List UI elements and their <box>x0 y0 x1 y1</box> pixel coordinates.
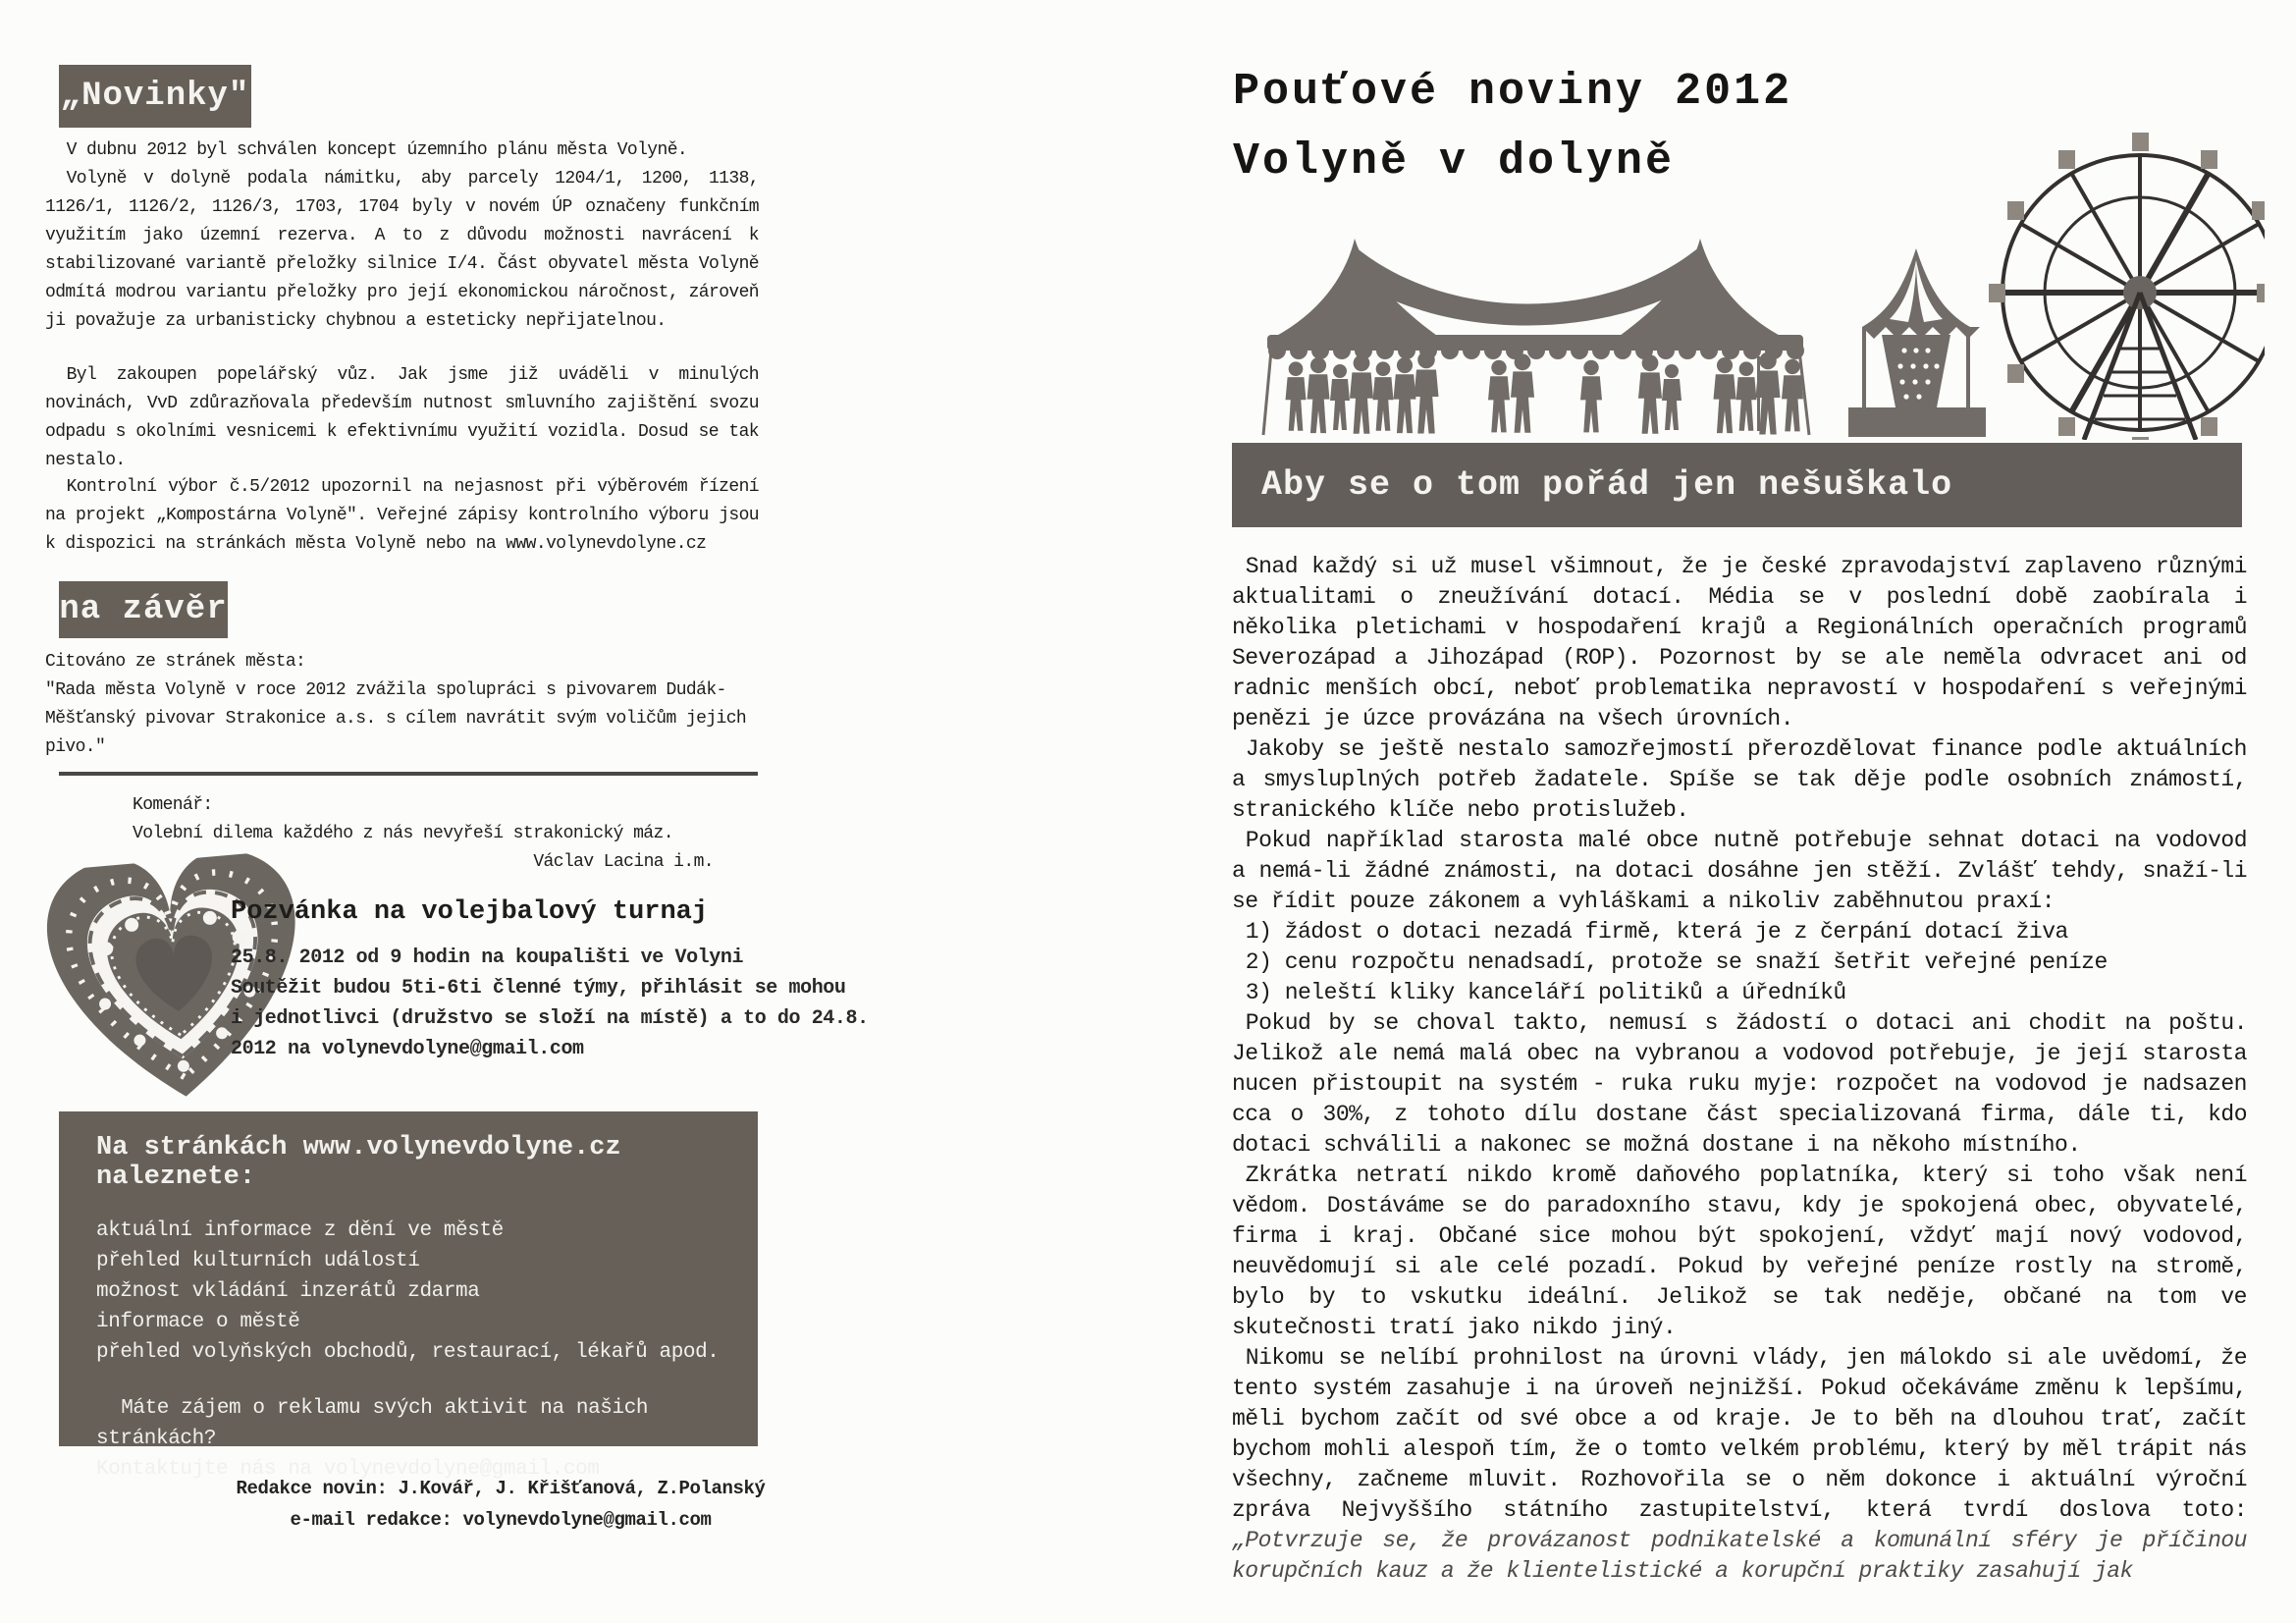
paragraph: Pokud by se choval takto, nemusí s žádostí o dotaci ani chodit na poštu. Jelikož ale nemá malá obec na vybranou a vodovod potřebuje, je její starosta nucen přistoupit na systém - ruka ruku myje: rozpočet na vodovod je nadsazen cca o 30%, z tohoto dílu dostane část specializovaná firma, dále ti, kdo dotaci schválili a nakonec se možná dostane i na někoho místního. <box>1232 1010 2247 1158</box>
promo-cta-line: Kontaktujte nás na volynevdolyne@gmail.com <box>96 1458 600 1481</box>
news-article-block-2 <box>45 361 759 475</box>
promo-cta-line: Máte zájem o reklamu svých aktivit na našich stránkách? <box>96 1397 649 1450</box>
invitation-title: Pozvánka na volejbalový turnaj <box>231 897 709 927</box>
website-promo-title: Na stránkách www.volynevdolyne.cz naleznete: <box>96 1133 621 1192</box>
paragraph: V dubnu 2012 byl schválen koncept územního plánu města Volyně. <box>66 140 688 160</box>
invitation-line: 25.8. 2012 od 9 hodin na koupališti ve Volyni <box>231 947 744 969</box>
ferris-wheel <box>1989 133 2265 440</box>
invitation-line: Soutěžit budou 5ti-6ti členné týmy, přihlásit se mohou <box>231 977 846 1000</box>
headline-banner-text: Aby se o tom pořád jen nešuškalo <box>1261 465 1953 505</box>
list-item: možnost vkládání inzerátů zdarma <box>96 1280 480 1303</box>
crowd-silhouettes <box>1286 352 1804 435</box>
numbered-item: 1) žádost o dotaci nezadá firmě, která je z čerpání dotací živa <box>1245 919 2068 945</box>
volleyball-invitation <box>231 897 869 1064</box>
paragraph: Pokud například starosta malé obce nutně potřebuje sehnat dotaci na vodovod a nemá-li žádné známosti, na dotaci dosáhne jen stěží. Zvlášť tehdy, snaží-li se řídit pouze zákonem a vyhláškami a nikoliv zaběhnutou praxí: <box>1232 828 2247 914</box>
city-quote-block <box>45 648 759 762</box>
section-badge-novinky <box>59 65 251 128</box>
website-feature-list <box>96 1216 721 1368</box>
editorial-footer-line: Redakce novin: J.Kovář, J. Křišťanová, Z.Polanský <box>236 1478 766 1499</box>
paragraph: Snad každý si už musel všimnout, že je české zpravodajství zaplaveno různými aktualitami o zneužívání dotací. Média se v poslední době zaobírala i několika pletichami v hospodaření krajů a Regionálních operačních programů Severozápad a Jihozápad (ROP). Pozornost by se ale neměla odvracet ani od radnic menších obcí, neboť problematika nepravostí v hospodaření s veřejnými penězi je úzce provázána na všech úrovních. <box>1232 554 2247 731</box>
city-quote-intro: Citováno ze stránek města: <box>45 652 306 672</box>
paragraph: Zkrátka netratí nikdo kromě daňového poplatníka, který si toho však není vědom. Dostáváme se do paradoxního stavu, kdy je spokojená obec, obyvatelé, firma i kraj. Občané sice mohou být spokojení, vždyť mají nový vodovod, neuvědomují si ale celé pozadí. Pokud by veřejné peníze rostly na stromě, bylo by to vskutku ideální. Jelikož se tak neděje, občané na tom ve skutečnosti tratí jako nikdo jiný. <box>1232 1163 2247 1340</box>
paragraph-text: Nikomu se nelíbí prohnilost na úrovni vlády, jen málokdo si ale uvědomí, že tento systém zasahuje i na úroveň nejnižší. Pokud očekáváme změnu k lepšímu, měli bychom začít od své obce a od kraje. Je to běh na dlouhou trať, začít bychom mohli alespoň tím, že o tomto velkém problému, který by měl trápit nás všechny, začneme mluvit. Rozhovořila se o něm dokonce i aktuální výroční zpráva Nejvyššího státního zastupitelství, která tvrdí doslova toto: <box>1232 1345 2247 1523</box>
small-tent <box>1848 248 1986 437</box>
news-article-block-3 <box>45 473 759 559</box>
official-report-quote: „Potvrzuje se, že provázanost podnikatelské a komunální sféry je příčinou korupčních kauz a že klientelistické a korupční praktiky zasahují jak <box>1232 1528 2247 1584</box>
numbered-item: 3) neleští kliky kanceláří politiků a úředníků <box>1245 980 1846 1005</box>
main-article <box>1232 552 2247 1587</box>
newsletter-title-line2: Volyně v dolyně <box>1233 136 1676 187</box>
list-item: přehled kulturních událostí <box>96 1250 420 1272</box>
section-badge-zaver-label: na závěr <box>59 591 228 628</box>
paragraph-with-quote <box>1232 1343 2247 1587</box>
invitation-line: 2012 na volynevdolyne@gmail.com <box>231 1038 584 1060</box>
paragraph: Volyně v dolyně podala námitku, aby parcely 1204/1, 1200, 1138, 1126/1, 1126/2, 1126/3, 1703, 1704 byly v novém ÚP označeny funkčním využitím jako územní rezerva. A to z důvodu možnosti navrácení k stabilizované variantě přeložky silnice I/4. Část obyvatel města Volyně odmítá modrou variantu přeložky pro její ekonomickou náročnost, zároveň ji považuje za urbanisticky chybnou a esteticky nepřijatelnou. <box>45 169 759 331</box>
commentary-label: Komenář: <box>133 795 213 815</box>
list-item: přehled volyňských obchodů, restaurací, lékařů apod. <box>96 1341 720 1364</box>
news-article-block-1 <box>45 136 759 336</box>
list-item: informace o městě <box>96 1311 300 1333</box>
newsletter-title-line1: Pouťové noviny 2012 <box>1233 67 1793 117</box>
section-badge-novinky-label: „Novinky" <box>60 78 250 115</box>
horizontal-rule <box>59 772 758 776</box>
list-item: aktuální informace z dění ve městě <box>96 1219 504 1242</box>
editorial-footer <box>226 1473 775 1536</box>
city-quote-text: "Rada města Volyně v roce 2012 zvážila spolupráci s pivovarem Dudák-Měšťanský pivovar Strakonice a.s. s cílem navrátit svým voličům jejich pivo." <box>45 680 747 757</box>
headline-banner <box>1232 443 2242 527</box>
section-badge-zaver <box>59 581 228 638</box>
website-promo-box <box>59 1111 758 1481</box>
commentary-text: Volební dilema každého z nás nevyřeší strakonický máz. <box>133 824 673 843</box>
fair-illustration <box>1261 111 2265 440</box>
commentary-signature: Václav Lacina i.m. <box>533 852 714 872</box>
invitation-line: i jednotlivci (družstvo se složí na místě) a to do 24.8. <box>231 1007 869 1030</box>
numbered-item: 2) cenu rozpočtu nenadsadí, protože se snaží šetřit veřejné peníze <box>1245 949 2108 975</box>
paragraph: Jakoby se ještě nestalo samozřejmostí přerozdělovat finance podle aktuálních a smysluplných potřeb žadatele. Spíše se tak děje podle osobních známostí, stranického klíče nebo protislužeb. <box>1232 736 2247 823</box>
paragraph: Byl zakoupen popelářský vůz. Jak jsme již uváděli v minulých novinách, VvD zdůrazňovala především nutnost smluvního zajištění svozu odpadu s okolními vesnicemi k efektivnímu využití vozidla. Dosud se tak nestalo. <box>45 365 759 470</box>
paragraph: Kontrolní výbor č.5/2012 upozornil na nejasnost při výběrovém řízení na projekt „Kompostárna Volyně". Veřejné zápisy kontrolního výboru jsou k dispozici na stránkách města Volyně nebo na www.volynevdolyne.cz <box>45 477 759 554</box>
editorial-footer-line: e-mail redakce: volynevdolyne@gmail.com <box>290 1509 712 1531</box>
